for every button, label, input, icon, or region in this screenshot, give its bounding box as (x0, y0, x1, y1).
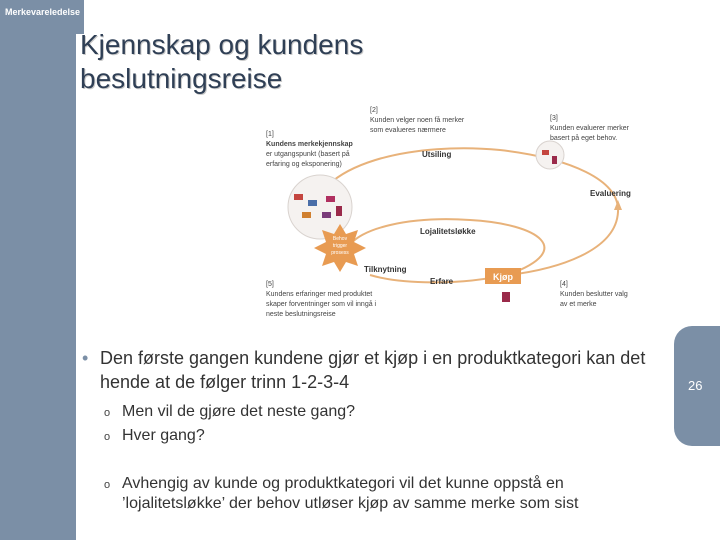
course-tag: Merkevareledelse (0, 0, 84, 34)
step2-number: [2] (370, 107, 378, 114)
brand-logo (308, 200, 317, 206)
stage-utsiling: Utsiling (422, 150, 452, 159)
bullet-dot: • (82, 348, 89, 368)
trigger-line: prosess (331, 250, 349, 256)
brand-logo (542, 150, 549, 155)
sub-bullet (104, 474, 664, 514)
step1-line: erfaring og eksponering) (266, 161, 342, 168)
sub-bullet (104, 426, 664, 446)
decision-journey-diagram (240, 100, 680, 324)
slide-title (80, 28, 500, 96)
shortlist-cluster (536, 141, 564, 169)
sub-bullet-text: Avhengig av kunde og produktkategori vil det kunne oppstå en ’lojalitetsløkke’ der behov utløser kjøp av samme merke som sist (122, 475, 579, 512)
step5-line: neste beslutningsreise (266, 311, 336, 318)
step2-line: Kunden velger noen få merker (370, 117, 465, 124)
brand-logo (336, 206, 342, 216)
step3-line: Kunden evaluerer merker (550, 125, 629, 132)
purchase-label: Kjøp (493, 272, 513, 282)
step2-line: som evalueres nærmere (370, 127, 446, 134)
sub-bullet-marker: o (104, 479, 111, 491)
title-line-1: Kjennskap og kundens (80, 29, 364, 60)
step5-number: [5] (266, 281, 274, 288)
stage-erfare: Erfare (430, 277, 454, 286)
step3-line: basert på eget behov. (550, 135, 618, 142)
stage-lojalitetsloekke: Lojalitetsløkke (420, 227, 476, 236)
page-number: 26 (688, 378, 703, 393)
brand-logo (322, 212, 331, 218)
sub-bullet (104, 402, 664, 422)
sub-bullet-text: Men vil de gjøre det neste gang? (122, 403, 356, 420)
bullet-main (82, 346, 682, 394)
step4-line: av et merke (560, 301, 597, 308)
brand-logo (552, 156, 557, 164)
stage-evaluering: Evaluering (590, 189, 631, 198)
step4-line: Kunden beslutter valg (560, 291, 628, 298)
title-line-2: beslutningsreise (80, 63, 283, 94)
step4-number: [4] (560, 281, 568, 288)
step3-number: [3] (550, 115, 558, 122)
sub-bullet-marker: o (104, 407, 111, 419)
sub-bullet-text: Hver gang? (122, 427, 205, 444)
step1-line: Kundens merkekjennskap (266, 141, 353, 148)
sub-bullet-marker: o (104, 431, 111, 443)
step1-line: er utgangspunkt (basert på (266, 151, 350, 158)
loop-arrow (614, 200, 622, 210)
step5-line: skaper forventninger som vil inngå i (266, 301, 377, 308)
bullet-main-text: Den første gangen kundene gjør et kjøp i en produktkategori kan det hende at de følger trinn 1-2-3-4 (100, 348, 646, 392)
step1-number: [1] (266, 131, 274, 138)
stage-tilknytning: Tilknytning (364, 265, 407, 274)
left-accent-bar (0, 0, 76, 540)
brand-logo (294, 194, 303, 200)
brand-logo (302, 212, 311, 218)
purchased-product (502, 292, 510, 302)
outer-loop-arc (310, 148, 618, 276)
brand-logo (326, 196, 335, 202)
trigger-line: trigger (332, 243, 348, 249)
step5-line: Kundens erfaringer med produktet (266, 291, 373, 298)
trigger-line: Behov (332, 236, 348, 242)
